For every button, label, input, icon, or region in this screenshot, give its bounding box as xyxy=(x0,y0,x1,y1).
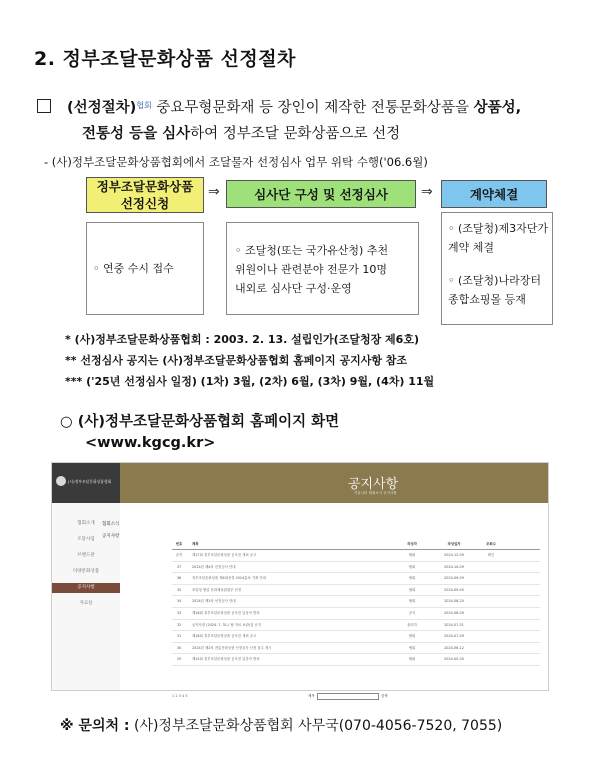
table-cell: 35 xyxy=(176,587,182,592)
step1-header xyxy=(86,177,204,213)
table-cell: 2024-06-12 xyxy=(444,645,464,650)
table-cell: 29 xyxy=(176,657,182,662)
intro-tag: 협회 xyxy=(136,101,152,110)
intro-line2-bold: 전통성 등을 심사 xyxy=(82,126,191,142)
table-cell xyxy=(476,608,506,619)
table-header: 번호 xyxy=(175,542,183,546)
table-cell xyxy=(476,643,506,654)
table-cell: 32 xyxy=(176,622,182,627)
table-cell[interactable]: 2024년 제4차 선정심사 안내 xyxy=(192,564,236,569)
table-header-row xyxy=(172,540,540,550)
emblem-icon xyxy=(56,476,66,486)
screenshot-search-input xyxy=(317,693,379,700)
step2-body-line2: 위원이나 관련분야 전문가 10명 xyxy=(235,263,387,276)
footnote: ** 선정심사 공지는 (사)정부조달문화상품협회 홈페이지 공지사항 참조 xyxy=(65,354,408,367)
table-cell xyxy=(476,596,506,607)
table-cell: 31 xyxy=(176,634,182,639)
homepage-url[interactable]: <www.kgcg.kr> xyxy=(85,435,216,451)
table-row xyxy=(172,608,540,620)
table-cell: 2024-08-09 xyxy=(444,610,464,615)
screenshot-logo xyxy=(52,463,120,503)
table-cell[interactable]: 제16회 정부조달문화상품 공모전 개최 공고 xyxy=(192,634,257,639)
screenshot-banner-breadcrumb: 커뮤니티 협회소식 공지사항 xyxy=(354,491,397,495)
table-cell: 2024-09-05 xyxy=(444,587,464,592)
step3-header: 계약체결 xyxy=(441,180,547,208)
step2-body-line3: 내외로 심사단 구성·운영 xyxy=(235,282,352,295)
intro-line-1 xyxy=(67,95,587,121)
screenshot-sidebar-item-active: 공지사항 xyxy=(52,583,120,593)
table-cell: 협회 xyxy=(408,576,416,581)
entrust-note: - (사)정부조달문화상품협회에서 조달물자 선정심사 업무 위탁 수행('06.6월) xyxy=(44,155,428,169)
table-row xyxy=(172,573,540,585)
table-cell xyxy=(476,620,506,631)
table-cell: 협회 xyxy=(408,645,416,650)
contact-line xyxy=(60,715,502,735)
table-row xyxy=(172,643,540,655)
step1-title-line2: 선정신청 xyxy=(120,196,170,211)
section-title: 2. 정부조달문화상품 선정절차 xyxy=(34,48,296,70)
screenshot-sidebar-item: 협회소개 xyxy=(77,521,95,526)
table-row xyxy=(172,620,540,632)
table-cell: 37 xyxy=(176,564,182,569)
table-cell: 2024-12-09 xyxy=(444,553,464,557)
screenshot-logo-text: (사)정부조달문화상품협회 xyxy=(68,479,112,484)
screenshot-submenu xyxy=(102,521,119,545)
table-row xyxy=(172,550,540,562)
table-cell: 협회 xyxy=(408,553,416,557)
arrow-right-icon: ⇒ xyxy=(208,184,220,200)
table-cell: 33 xyxy=(176,610,182,615)
step1-title-line1: 정부조달문화상품 xyxy=(96,179,194,194)
table-cell: 34 xyxy=(176,599,182,604)
table-cell[interactable]: 제17회 정부조달문화상품 공모전 개최 공고 xyxy=(192,553,257,557)
table-cell[interactable]: 조달청 협업 문화체육관광부 선정 xyxy=(192,587,242,592)
checkbox-bullet xyxy=(37,99,51,113)
step3-body2: ◦ (조달청)나라장터 종합쇼핑몰 등재 xyxy=(448,274,541,306)
footnote: *** ('25년 선정심사 일정) (1차) 3월, (2차) 6월, (3차) 9월, (4차) 11월 xyxy=(65,375,435,388)
screenshot-search-select: 제목 xyxy=(308,694,315,698)
table-cell[interactable]: 제16회 정부조달문화상품 공모전 입상자 발표 xyxy=(192,610,260,615)
table-cell[interactable]: 정부조달문화상품 제4회선정 2024홍보 기획 안내 xyxy=(192,576,267,581)
table-cell: 공지 xyxy=(175,553,183,557)
step2-header: 심사단 구성 및 선정심사 xyxy=(226,180,416,208)
intro-line1-bold: 상품성, xyxy=(473,100,522,116)
table-cell[interactable]: 2024년 제2차 전통문화상품 선정심사 신청 접수 개시 xyxy=(192,645,272,650)
step1-box xyxy=(86,222,204,315)
arrow-right-icon: ⇒ xyxy=(421,184,433,200)
screenshot-sidebar-item: 다양문화상품 xyxy=(72,569,100,574)
table-cell: 30 xyxy=(176,645,182,650)
table-cell[interactable]: 2024년 제3차 선정심사 안내 xyxy=(192,599,236,604)
footnote: * (사)정부조달문화상품협회 : 2003. 2. 13. 설립인가(조달청장 제6호) xyxy=(65,333,419,346)
table-row xyxy=(172,631,540,643)
table-row xyxy=(172,562,540,574)
table-row xyxy=(172,596,540,608)
table-cell[interactable]: 공지사항 (2024. 7. 31.) 협 자료 보관/업 공지 xyxy=(192,622,261,627)
table-cell: 36 xyxy=(176,576,182,581)
table-cell xyxy=(476,562,506,573)
screenshot-sidebar-item: 브랜드관 xyxy=(77,553,95,558)
table-cell: 협회 xyxy=(408,634,416,639)
intro-lead: (선정절차) xyxy=(67,100,137,116)
screenshot-notice-table xyxy=(172,540,540,666)
screenshot-sidebar xyxy=(52,463,120,690)
table-cell xyxy=(476,654,506,665)
table-header: 작성자 xyxy=(407,542,417,546)
screenshot-submenu-item: 협회소식 xyxy=(102,522,120,527)
contact-text: (사)정부조달문화상품협회 사무국(070-4056-7520, 7055) xyxy=(129,718,503,734)
table-cell: 협회 xyxy=(408,564,416,569)
intro-line-2 xyxy=(82,121,592,147)
table-row xyxy=(172,585,540,597)
screenshot-banner xyxy=(120,463,548,503)
table-cell: 확인 xyxy=(487,553,495,557)
intro-line2-rest: 하여 정부조달 문화상품으로 선정 xyxy=(190,126,401,142)
table-body xyxy=(172,550,540,666)
screenshot-sidebar-item: 조달사업 xyxy=(77,537,95,542)
contact-label: 문의처 : xyxy=(78,718,130,734)
homepage-title: ○ (사)정부조달문화상품협회 홈페이지 화면 xyxy=(60,414,340,430)
table-cell: 2024-10-09 xyxy=(444,564,464,569)
table-cell xyxy=(476,631,506,642)
table-cell xyxy=(476,573,506,584)
table-cell: 2024-07-31 xyxy=(444,622,464,627)
screenshot-sidebar-item: 자료실 xyxy=(79,601,93,606)
step3-box xyxy=(441,212,553,325)
table-cell[interactable]: 제15회 정부조달문화상품 공모전 입상자 발표 xyxy=(192,657,260,662)
step2-body-line1: ◦ 조달청(또는 국가유산청) 추천 xyxy=(235,244,389,257)
step3-body1: ◦ (조달청)제3자단가 계약 체결 xyxy=(448,222,548,254)
table-cell: 협회 xyxy=(408,657,416,662)
table-cell: 협회 xyxy=(408,587,416,592)
table-cell: 2024-08-20 xyxy=(444,599,464,604)
screenshot-pager: 1 2 3 4 5 xyxy=(172,694,188,698)
table-cell: 2024-07-09 xyxy=(444,634,464,639)
screenshot-banner-title: 공지사항 xyxy=(348,477,399,492)
reference-mark: ※ xyxy=(60,718,79,734)
intro-line1-rest: 중요무형문화재 등 장인이 제작한 전통문화상품을 xyxy=(151,100,474,116)
table-cell xyxy=(476,585,506,596)
table-cell: 2024-05-30 xyxy=(444,657,464,662)
screenshot-search xyxy=(308,693,388,700)
table-cell: 2024-09-09 xyxy=(444,576,464,581)
screenshot-search-button: 검색 xyxy=(380,694,388,698)
step1-body: ◦ 연중 수시 접수 xyxy=(93,262,174,275)
homepage-screenshot xyxy=(51,462,549,698)
step2-box xyxy=(226,222,419,315)
table-cell: 협회 xyxy=(408,599,416,604)
table-cell: 관리자 xyxy=(407,622,417,627)
table-row xyxy=(172,654,540,666)
screenshot-submenu-item: 공지사항 xyxy=(102,534,120,539)
table-header: 작성일자 xyxy=(447,542,461,546)
table-header: 제목 xyxy=(192,542,199,546)
table-cell: 공지 xyxy=(408,610,416,615)
table-header: 조회수 xyxy=(486,542,496,546)
